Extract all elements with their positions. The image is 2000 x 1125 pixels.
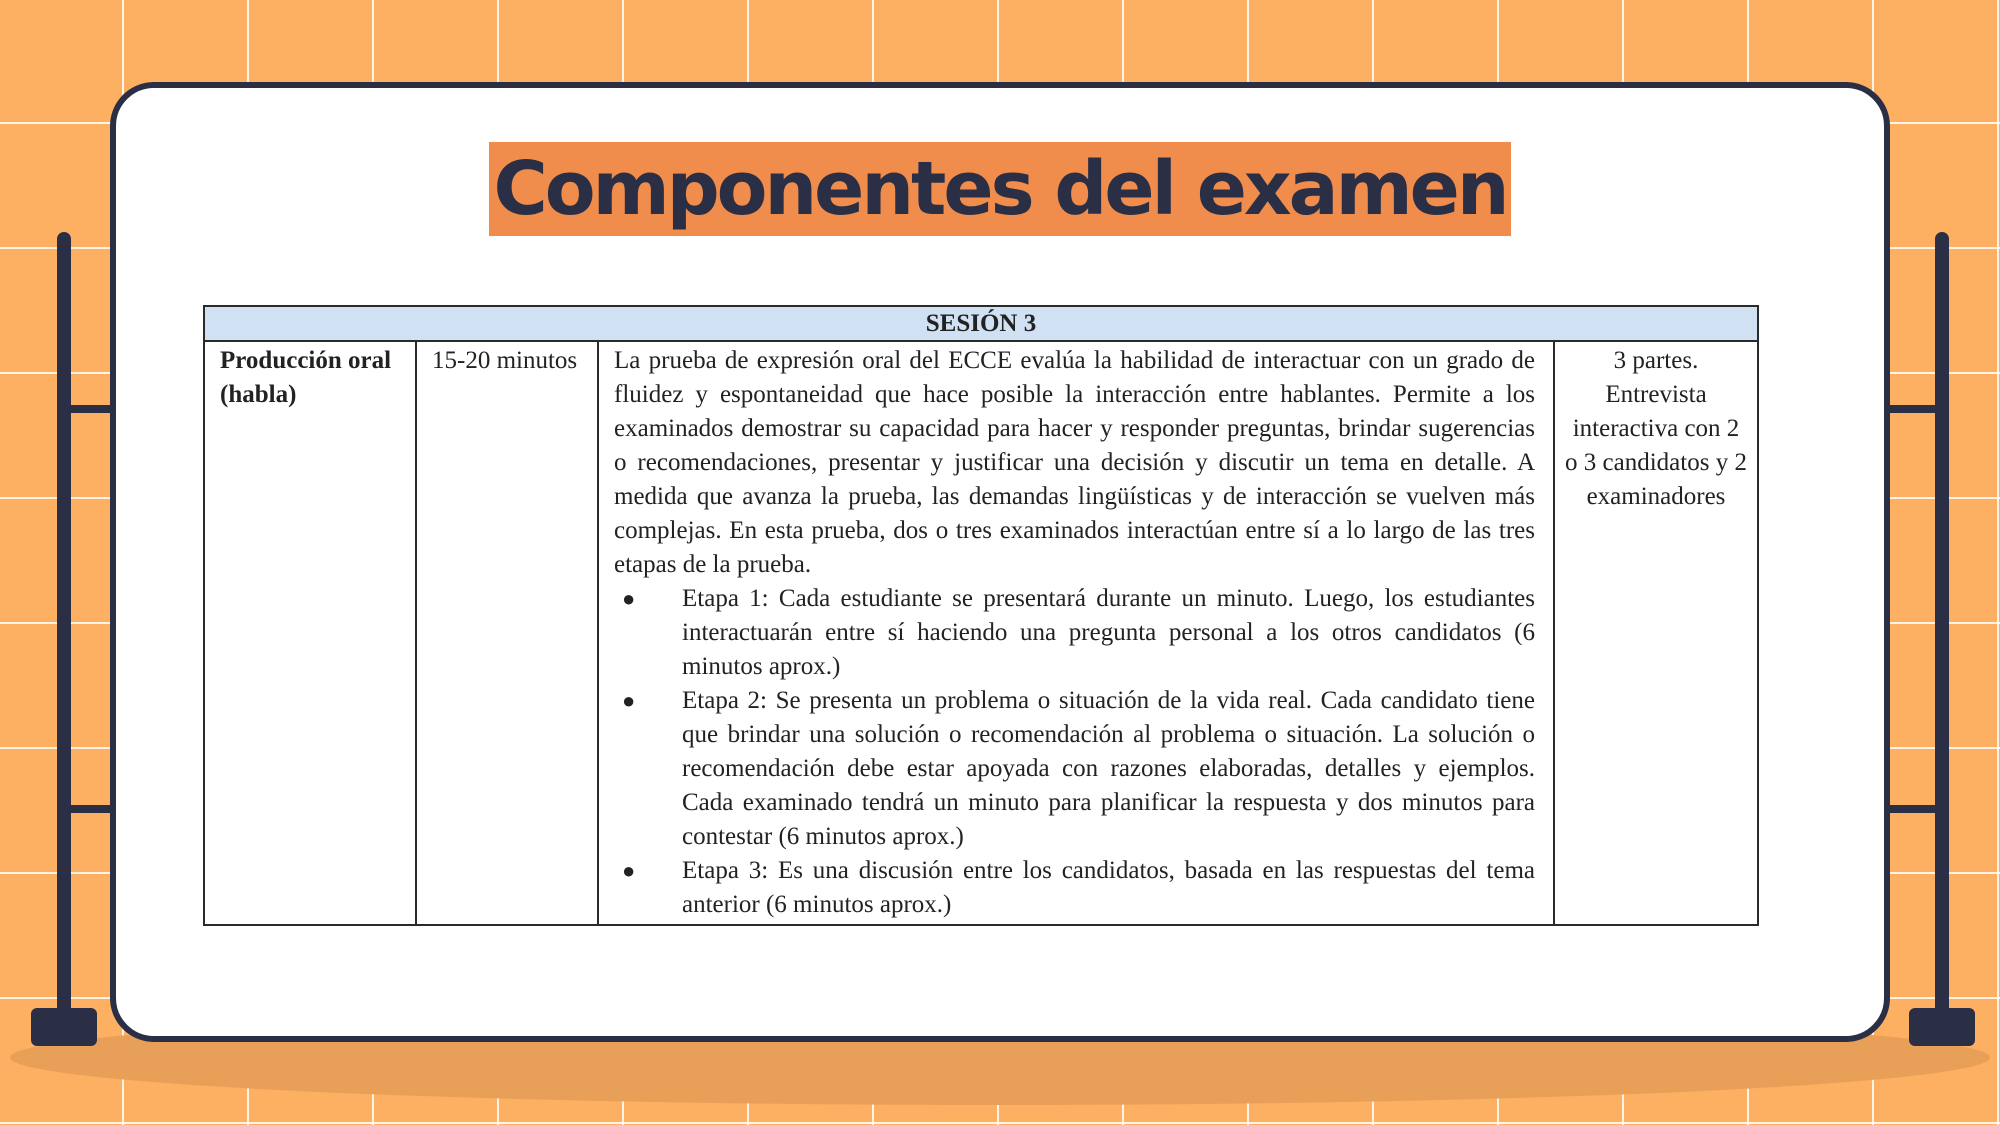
right-stand-pole [1935,232,1949,1022]
bullet-icon: ● [622,858,636,883]
left-stand-pole [57,232,71,1022]
stage-text: Etapa 3: Es una discusión entre los candidatos, basada en las respuestas del tema anterior (6 minutos aprox.) [682,857,1535,918]
title-wrapper [116,142,1884,236]
session-header: SESIÓN 3 [204,306,1758,341]
exam-table [203,305,1759,926]
left-stand-foot [31,1008,97,1046]
bullet-icon: ● [622,586,636,611]
stage-item [622,582,1535,684]
format-cell: 3 partes. Entrevista interactiva con 2 o 3 candidatos y 2 examinadores [1554,341,1758,925]
slide-title: Componentes del examen [489,142,1510,236]
slide-board [110,82,1890,1042]
description-text: La prueba de expresión oral del ECCE evalúa la habilidad de interactuar con un grado de fluidez y espontaneidad que hace posible la interacción entre hablantes. Permite a los examinados demostrar su capacidad para hacer y responder preguntas, brindar sugerencias o recomendaciones, presentar y justificar una decisión y discutir un tema en detalle. A medida que avanza la prueba, las demandas lingüísticas y de interacción se vuelven más complejas. En esta prueba, dos o tres examinados interactúan entre sí a lo largo de las tres etapas de la prueba. [614,347,1535,578]
component-row [204,341,1758,925]
component-cell: Producción oral (habla) [204,341,416,925]
bullet-icon: ● [622,688,636,713]
stages-list [614,582,1535,922]
duration-cell: 15-20 minutos [416,341,598,925]
stage-text: Etapa 1: Cada estudiante se presentará durante un minuto. Luego, los estudiantes interactuarán entre sí haciendo una pregunta personal a los otros candidatos (6 minutos aprox.) [682,585,1535,680]
session-row [204,306,1758,341]
stage-item [622,684,1535,854]
stage-text: Etapa 2: Se presenta un problema o situación de la vida real. Cada candidato tiene que brindar una solución o recomendación al problema o situación. La solución o recomendación debe estar apoyada con razones elaboradas, detalles y ejemplos. Cada examinado tendrá un minuto para planificar la respuesta y dos minutos para contestar (6 minutos aprox.) [682,687,1535,850]
right-stand-foot [1909,1008,1975,1046]
stage-item [622,854,1535,922]
description-cell [598,341,1554,925]
